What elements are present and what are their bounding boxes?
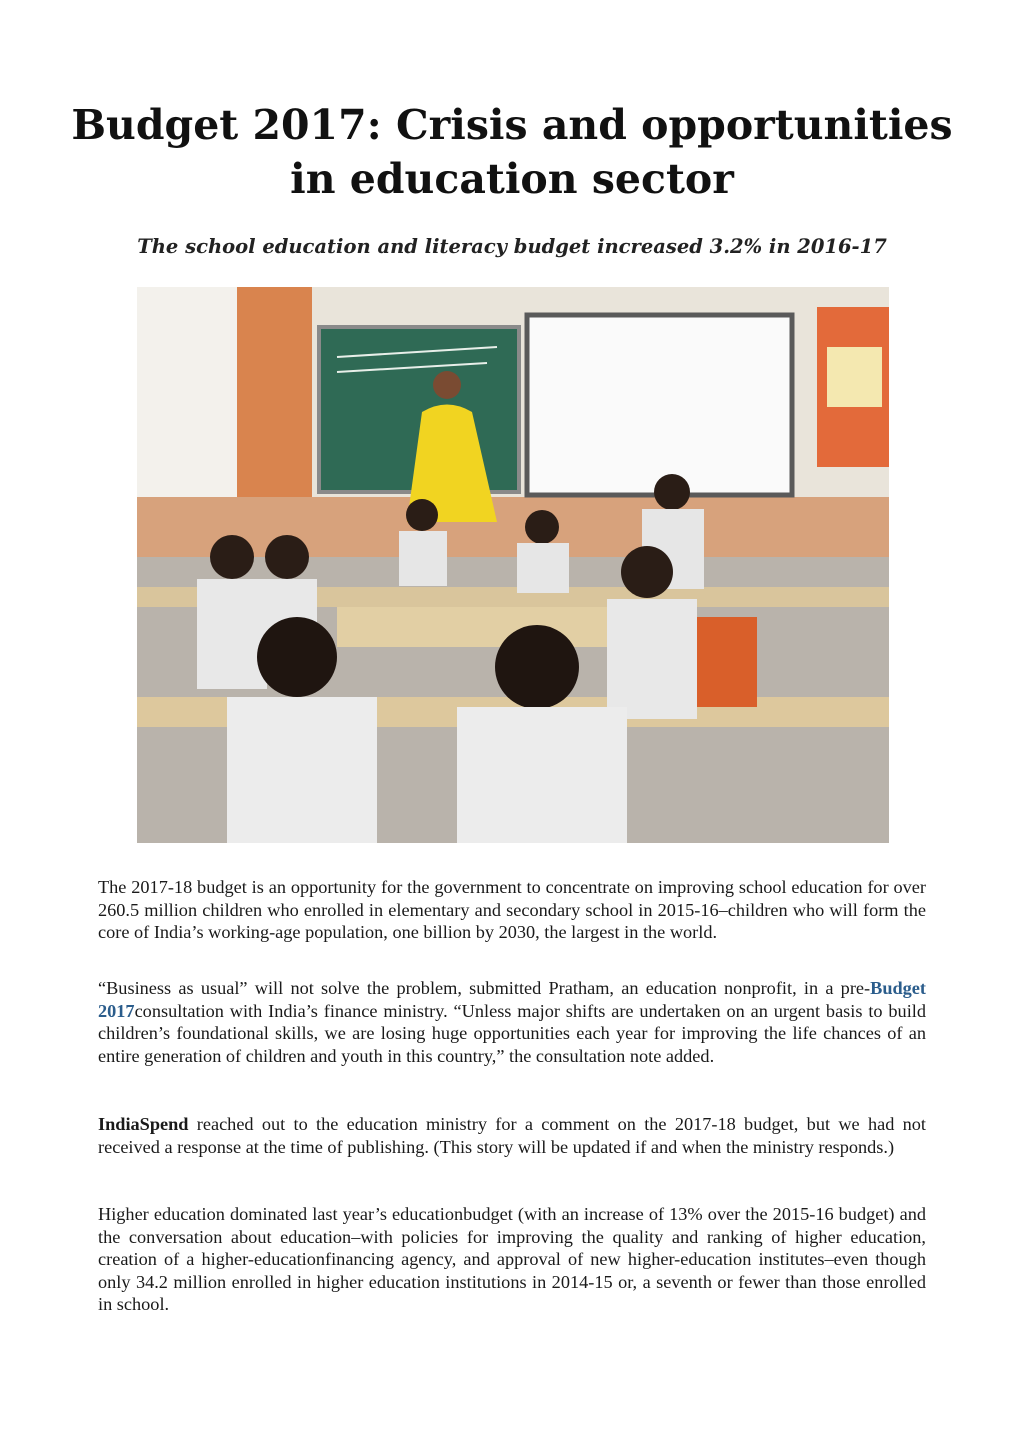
window (137, 287, 252, 502)
poster-panel (827, 347, 882, 407)
paragraph-3 (98, 1113, 926, 1158)
article-title (60, 98, 964, 206)
student-shirt (399, 531, 447, 586)
student-head (257, 617, 337, 697)
budget-2017-link[interactable]: Budget 2017 (98, 978, 926, 1021)
student-shirt (457, 707, 627, 843)
student-head (621, 546, 673, 598)
paragraph-2-text-cont: consultation with India’s finance ministry. “Unless major shifts are undertaken on an urgent basis to build children’s foundational skills, we are losing huge opportunities each year for improving the life chances of an entire generation of children and youth in this country,” the consultation note added. (98, 1000, 926, 1066)
article-subtitle: The school education and literacy budget increased 3.2% in 2016-17 (137, 235, 887, 258)
whiteboard (527, 315, 792, 495)
classroom-illustration (137, 287, 889, 843)
student-shirt (517, 543, 569, 593)
student-head (210, 535, 254, 579)
paragraph-1: The 2017-18 budget is an opportunity for the government to concentrate on improving school education for over 260.5 million children who enrolled in elementary and secondary school in 2015-16–children who will form the core of India’s working-age population, one billion by 2030, the largest in the world. (98, 877, 926, 942)
student-head (525, 510, 559, 544)
backpack (697, 617, 757, 707)
student-shirt (227, 697, 377, 843)
title-line-2: in education sector (290, 155, 734, 203)
teacher-head (433, 371, 461, 399)
desk (337, 607, 637, 647)
paragraph-2 (98, 977, 926, 1067)
student-head (406, 499, 438, 531)
student-shirt (197, 579, 267, 689)
student-head (654, 474, 690, 510)
classroom-photo (137, 287, 889, 843)
student-head (265, 535, 309, 579)
student-head (495, 625, 579, 709)
paragraph-4: Higher education dominated last year’s educationbudget (with an increase of 13% over the 2015-16 budget) and the conversation about education–with policies for improving the quality and ranking of higher education, creation of a higher-educationfinancing agency, and approval of new higher-education institutes–even though only 34.2 million enrolled in higher education institutions in 2014-15 or, a seventh or fewer than those enrolled in school. (98, 1204, 926, 1314)
paragraph-2-text: “Business as usual” will not solve the problem, submitted Pratham, an education nonprofit, in a pre- (98, 978, 871, 998)
title-line-1: Budget 2017: Crisis and opportunities (71, 101, 953, 149)
orange-pillar (237, 287, 312, 517)
paragraph-3-text: reached out to the education ministry for a comment on the 2017-18 budget, but we had not received a response at the time of publishing. (This story will be updated if and when the ministry responds.) (98, 1114, 926, 1157)
indiaspend-name: IndiaSpend (98, 1114, 189, 1134)
student-shirt (607, 599, 697, 719)
